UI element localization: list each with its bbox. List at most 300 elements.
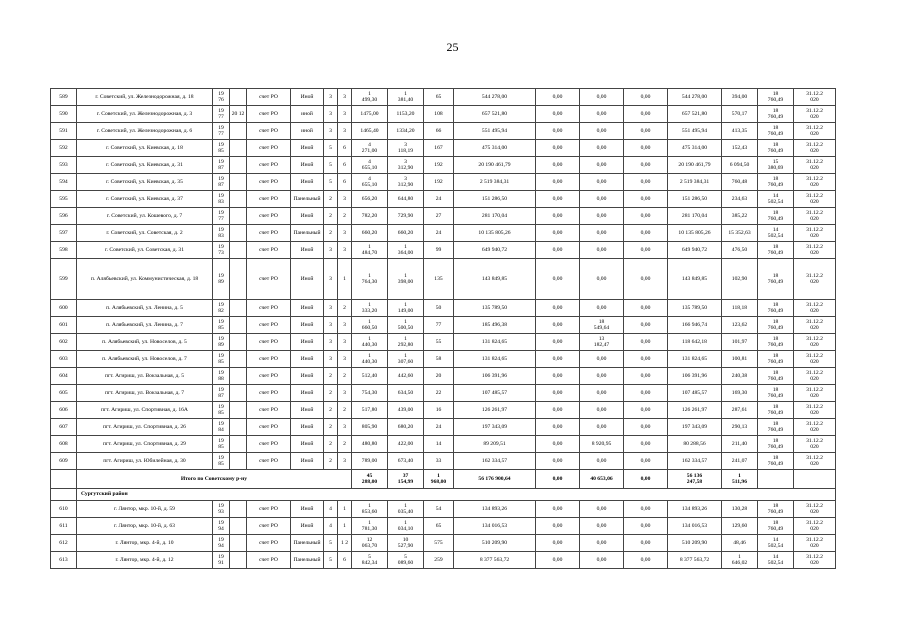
deadline	[794, 501, 836, 518]
residents-sum-line2: 968,00	[430, 479, 447, 485]
commission-year	[230, 368, 247, 385]
deadline-line2: 020	[810, 461, 819, 467]
fund-2-line1: 13	[598, 335, 605, 342]
total-area	[352, 242, 388, 259]
owners-funds: 281 170,04	[668, 208, 722, 225]
fund-3: 0,00	[624, 89, 668, 106]
deadline-line1: 31.12.2	[806, 536, 823, 543]
owners-funds: 135 789,50	[668, 300, 722, 317]
floors: 2	[324, 453, 338, 470]
cost-per-sqm: 102,90	[722, 259, 758, 300]
build-year	[213, 518, 230, 535]
deadline	[794, 259, 836, 300]
row-number: 595	[51, 191, 77, 208]
deadline-line2: 020	[810, 97, 819, 103]
limit-cost	[758, 436, 794, 453]
build-year	[213, 300, 230, 317]
total-cost: 151 286,50	[454, 191, 536, 208]
build-year-line1: 19	[218, 369, 224, 376]
total-area-line2: 333,20	[361, 308, 378, 314]
living-area	[388, 225, 424, 242]
deadline-line2: 020	[810, 165, 819, 171]
account-type: счет РО	[247, 259, 291, 300]
living-area-sum-line1: 37	[402, 472, 409, 479]
fund-2: 0,00	[580, 123, 624, 140]
row-number: 598	[51, 242, 77, 259]
limit-cost-line1: 18	[772, 301, 779, 308]
owners-funds: 197 343,09	[668, 419, 722, 436]
owners-funds: 551 495,94	[668, 123, 722, 140]
build-year-line2: 85	[218, 359, 224, 365]
floors: 2	[324, 191, 338, 208]
living-area	[388, 436, 424, 453]
total-area	[352, 535, 388, 552]
owners-funds: 8 377 563,72	[668, 552, 722, 569]
limit-cost-line1: 18	[772, 124, 779, 131]
cost-per-sqm: 385,22	[722, 208, 758, 225]
wall-material: Иной	[291, 300, 324, 317]
limit-cost	[758, 242, 794, 259]
deadline-line2: 020	[810, 444, 819, 450]
total-cost: 131 824,65	[454, 334, 536, 351]
fund-2-line2: 549,64	[593, 325, 610, 331]
page-number: 25	[446, 40, 459, 54]
build-year-line2: 93	[218, 509, 224, 515]
build-year	[213, 157, 230, 174]
limit-cost-line1: 18	[772, 502, 779, 509]
deadline	[794, 419, 836, 436]
limit-cost	[758, 402, 794, 419]
row-number: 606	[51, 402, 77, 419]
limit-cost-line1: 18	[772, 175, 779, 182]
fund-3: 0,00	[624, 334, 668, 351]
limit-cost-line2: 502,54	[767, 543, 784, 549]
build-year	[213, 402, 230, 419]
build-year-line1: 19	[218, 536, 224, 543]
living-area-line1: 673,40	[397, 457, 414, 464]
limit-cost-line1: 18	[772, 90, 779, 97]
fund-1: 0,00	[536, 174, 580, 191]
total-area-line2: 764,30	[361, 279, 378, 285]
fund-3: 0,00	[624, 351, 668, 368]
living-area	[388, 453, 424, 470]
build-year-line1: 19	[218, 454, 224, 461]
limit-cost-line1: 18	[772, 107, 779, 114]
total-area-line2: 781,30	[361, 526, 378, 532]
fund-2: 0,00	[580, 419, 624, 436]
total-area	[352, 106, 388, 123]
limit-cost	[758, 123, 794, 140]
table-row	[51, 191, 836, 208]
living-area-line1: 634,50	[397, 389, 414, 396]
living-area-line1: 1	[404, 90, 407, 97]
entrances: 3	[338, 242, 352, 259]
build-year-line2: 85	[218, 410, 224, 416]
limit-cost	[758, 317, 794, 334]
build-year-line1: 19	[218, 158, 224, 165]
limit-cost	[758, 259, 794, 300]
wall-material: Иной	[291, 518, 324, 535]
cost-per-sqm-sum-line1: 1	[738, 472, 741, 479]
table-row	[51, 89, 836, 106]
residents: 192	[424, 157, 454, 174]
total-area	[352, 334, 388, 351]
wall-material: Иной	[291, 208, 324, 225]
wall-material: Иной	[291, 385, 324, 402]
deadline-line2: 020	[810, 325, 819, 331]
entrances: 2	[338, 436, 352, 453]
residents: 58	[424, 351, 454, 368]
account-type: счет РО	[247, 402, 291, 419]
total-area	[352, 385, 388, 402]
total-area-sum-line1: 45	[366, 472, 373, 479]
total-cost: 2 519 384,31	[454, 174, 536, 191]
living-area-line1: 5	[404, 553, 407, 560]
limit-cost	[758, 106, 794, 123]
account-type: счет РО	[247, 208, 291, 225]
living-area-line2: 398,00	[397, 279, 414, 285]
total-area-line2: 655,10	[361, 165, 378, 171]
total-area	[352, 368, 388, 385]
living-area-line2: 034,10	[397, 526, 414, 532]
cost-per-sqm: 287,61	[722, 402, 758, 419]
total-cost: 281 170,04	[454, 208, 536, 225]
build-year-line1: 19	[218, 437, 224, 444]
wall-material: Иной	[291, 402, 324, 419]
limit-cost	[758, 535, 794, 552]
commission-year	[230, 259, 247, 300]
total-area-line2: 484,70	[361, 250, 378, 256]
deadline	[794, 174, 836, 191]
living-area-line1: 3	[404, 141, 407, 148]
deadline-line1: 31.12.2	[806, 272, 823, 279]
living-area-line1: 1	[404, 352, 407, 359]
floors: 4	[324, 518, 338, 535]
living-area-line2: 500,50	[397, 325, 414, 331]
deadline-line1: 31.12.2	[806, 124, 823, 131]
limit-cost-line1: 18	[772, 403, 779, 410]
account-type: счет РО	[247, 317, 291, 334]
fund-2: 0,00	[580, 518, 624, 535]
living-area	[388, 300, 424, 317]
address: пгт. Агириш, ул. Юбилейная, д. 30	[77, 453, 213, 470]
limit-cost	[758, 518, 794, 535]
total-area-line1: 789,00	[361, 457, 378, 464]
living-area-line1: 1	[404, 335, 407, 342]
address: г. Советский, ул. Кошевого, д. 7	[77, 208, 213, 225]
cost-per-sqm: 101,97	[722, 334, 758, 351]
total-area	[352, 300, 388, 317]
living-area	[388, 191, 424, 208]
fund-2: 0,00	[580, 140, 624, 157]
living-area-line2: 118,19	[397, 148, 414, 154]
build-year	[213, 208, 230, 225]
build-year-line2: 89	[218, 342, 224, 348]
cost-per-sqm-sum-line2: 511,96	[731, 479, 748, 485]
total-area-line2: 440,30	[361, 359, 378, 365]
cost-per-sqm-sum	[722, 470, 758, 489]
floors: 2	[324, 402, 338, 419]
total-cost: 8 377 563,72	[454, 552, 536, 569]
living-area-line2: 364,00	[397, 250, 414, 256]
limit-cost-line2: 760,49	[767, 410, 784, 416]
table-row	[51, 208, 836, 225]
total-area	[352, 419, 388, 436]
living-area-line1: 1	[404, 502, 407, 509]
fund-2	[580, 317, 624, 334]
fund-2: 8 920,95	[580, 436, 624, 453]
fund-3: 0,00	[624, 157, 668, 174]
fund-1: 0,00	[536, 385, 580, 402]
total-area	[352, 552, 388, 569]
fund-2	[580, 334, 624, 351]
deadline-line1: 31.12.2	[806, 454, 823, 461]
entrances: 2	[338, 402, 352, 419]
build-year-line2: 83	[218, 233, 224, 239]
build-year-line1: 19	[218, 352, 224, 359]
limit-cost-line2: 760,49	[767, 182, 784, 188]
fund-1: 0,00	[536, 453, 580, 470]
total-area-line1: 782,20	[361, 212, 378, 219]
floors: 5	[324, 140, 338, 157]
residents: 192	[424, 174, 454, 191]
entrances: 3	[338, 453, 352, 470]
owners-funds: 20 190 461,79	[668, 157, 722, 174]
wall-material: Иной	[291, 501, 324, 518]
build-year	[213, 535, 230, 552]
build-year-line2: 87	[218, 393, 224, 399]
commission-year	[230, 436, 247, 453]
living-area-line1: 680,20	[397, 423, 414, 430]
fund-3: 0,00	[624, 225, 668, 242]
entrances: 3	[338, 225, 352, 242]
commission-year	[230, 402, 247, 419]
total-area-line1: 12	[366, 536, 373, 543]
account-type: счет РО	[247, 501, 291, 518]
living-area-line1: 729,90	[397, 212, 414, 219]
floors: 3	[324, 351, 338, 368]
living-area	[388, 402, 424, 419]
deadline-line2: 020	[810, 427, 819, 433]
build-year-line2: 87	[218, 165, 224, 171]
fund-2: 0,00	[580, 402, 624, 419]
wall-material: иной	[291, 123, 324, 140]
build-year	[213, 385, 230, 402]
row-number: 599	[51, 259, 77, 300]
owners-funds: 657 521,80	[668, 106, 722, 123]
limit-cost-line1: 18	[772, 352, 779, 359]
deadline-line1: 31.12.2	[806, 90, 823, 97]
fund-2: 0,00	[580, 157, 624, 174]
account-type: счет РО	[247, 89, 291, 106]
address: г. Советский, ул. Киевская, д. 35	[77, 174, 213, 191]
fund-3: 0,00	[624, 300, 668, 317]
floors: 5	[324, 552, 338, 569]
total-cost: 649 940,72	[454, 242, 536, 259]
residents: 20	[424, 368, 454, 385]
limit-cost	[758, 300, 794, 317]
entrances: 1	[338, 259, 352, 300]
account-type: счет РО	[247, 518, 291, 535]
fund-1: 0,00	[536, 157, 580, 174]
entrances: 3	[338, 191, 352, 208]
row-number: 591	[51, 123, 77, 140]
account-type: счет РО	[247, 174, 291, 191]
limit-cost-line2: 760,49	[767, 279, 784, 285]
deadline-line1: 31.12.2	[806, 420, 823, 427]
entrances: 3	[338, 419, 352, 436]
build-year-line2: 85	[218, 461, 224, 467]
total-area	[352, 174, 388, 191]
entrances: 3	[338, 89, 352, 106]
table-row	[51, 368, 836, 385]
limit-cost-line1: 18	[772, 369, 779, 376]
total-cost: 197 343,09	[454, 419, 536, 436]
table-row	[51, 317, 836, 334]
row-number: 612	[51, 535, 77, 552]
table-row	[51, 402, 836, 419]
deadline-line2: 020	[810, 114, 819, 120]
entrances: 3	[338, 351, 352, 368]
living-area-line2: 307,60	[397, 359, 414, 365]
fund-1: 0,00	[536, 402, 580, 419]
build-year	[213, 351, 230, 368]
limit-cost-line2: 760,49	[767, 131, 784, 137]
fund-3: 0,00	[624, 368, 668, 385]
deadline-line2: 020	[810, 131, 819, 137]
living-area-line1: 1	[404, 243, 407, 250]
deadline-line1: 31.12.2	[806, 318, 823, 325]
limit-cost-line2: 760,49	[767, 359, 784, 365]
total-cost: 544 278,00	[454, 89, 536, 106]
build-year	[213, 552, 230, 569]
living-area	[388, 89, 424, 106]
commission-year	[230, 501, 247, 518]
living-area	[388, 552, 424, 569]
deadline	[794, 208, 836, 225]
entrances: 1 2	[338, 535, 352, 552]
living-area-line2: 312,90	[397, 182, 414, 188]
entrances: 3	[338, 106, 352, 123]
total-cost: 89 209,51	[454, 436, 536, 453]
living-area	[388, 535, 424, 552]
deadline-line1: 31.12.2	[806, 502, 823, 509]
build-year	[213, 174, 230, 191]
total-row	[51, 470, 836, 489]
floors: 3	[324, 300, 338, 317]
fund-1: 0,00	[536, 191, 580, 208]
table-row	[51, 552, 836, 569]
cost-per-sqm: 240,38	[722, 368, 758, 385]
living-area	[388, 123, 424, 140]
build-year-line2: 94	[218, 543, 224, 549]
limit-cost-line2: 760,49	[767, 461, 784, 467]
account-type: счет РО	[247, 453, 291, 470]
total-area-line2: 271,00	[361, 148, 378, 154]
total-cost: 106 391,96	[454, 368, 536, 385]
wall-material: Иной	[291, 436, 324, 453]
build-year-line2: 77	[218, 216, 224, 222]
total-area	[352, 157, 388, 174]
build-year	[213, 106, 230, 123]
fund-2: 0,00	[580, 300, 624, 317]
limit-cost-line1: 18	[772, 209, 779, 216]
address: пгт. Агириш, ул. Спортивная, д. 26	[77, 419, 213, 436]
owners-funds: 134 893,26	[668, 501, 722, 518]
fund-1: 0,00	[536, 351, 580, 368]
build-year	[213, 453, 230, 470]
residents: 24	[424, 191, 454, 208]
address: п. Алябьевский, ул. Новоселов, д. 5	[77, 334, 213, 351]
table-row	[51, 157, 836, 174]
living-area	[388, 368, 424, 385]
floors: 2	[324, 368, 338, 385]
living-area	[388, 259, 424, 300]
deadline	[794, 157, 836, 174]
fund-1: 0,00	[536, 242, 580, 259]
entrances: 2	[338, 208, 352, 225]
limit-cost	[758, 368, 794, 385]
residents: 27	[424, 208, 454, 225]
deadline-line1: 31.12.2	[806, 158, 823, 165]
fund-2-sum: 40 653,06	[580, 470, 624, 489]
build-year-line2: 84	[218, 427, 224, 433]
living-area-line2: 381,40	[397, 97, 414, 103]
living-area-line1: 422,00	[397, 440, 414, 447]
table-row	[51, 535, 836, 552]
living-area	[388, 106, 424, 123]
living-area-line1: 1	[404, 272, 407, 279]
row-number: 594	[51, 174, 77, 191]
row-number: 592	[51, 140, 77, 157]
commission-year	[230, 419, 247, 436]
account-type: счет РО	[247, 123, 291, 140]
owners-funds: 143 849,85	[668, 259, 722, 300]
deadline-line2: 020	[810, 216, 819, 222]
limit-cost-line1: 18	[772, 243, 779, 250]
total-area-line1: 5	[368, 553, 371, 560]
build-year-line1: 19	[218, 502, 224, 509]
deadline	[794, 242, 836, 259]
residents: 50	[424, 300, 454, 317]
fund-2: 0,00	[580, 453, 624, 470]
build-year-line1: 19	[218, 243, 224, 250]
limit-cost-line2: 502,54	[767, 233, 784, 239]
deadline-line1: 31.12.2	[806, 209, 823, 216]
entrances: 6	[338, 140, 352, 157]
limit-cost-line1: 14	[772, 536, 779, 543]
address: пгт. Агириш, ул. Спортивная, д. 16А	[77, 402, 213, 419]
limit-cost	[758, 385, 794, 402]
limit-cost-line1: 18	[772, 519, 779, 526]
build-year	[213, 225, 230, 242]
row-number: 601	[51, 317, 77, 334]
cost-per-sqm: 394,00	[722, 89, 758, 106]
total-area	[352, 259, 388, 300]
total-cost: 510 209,90	[454, 535, 536, 552]
total-area-sum-line2: 288,00	[361, 479, 378, 485]
living-area-line2: 312,90	[397, 165, 414, 171]
address: г. Лянтор, мкр. 4-й, д. 12	[77, 552, 213, 569]
deadline-blank	[794, 470, 836, 489]
account-type: счет РО	[247, 535, 291, 552]
floors: 5	[324, 157, 338, 174]
deadline-line2: 020	[810, 342, 819, 348]
total-area-line2: 063,70	[361, 543, 378, 549]
fund-1: 0,00	[536, 501, 580, 518]
total-cost: 143 849,85	[454, 259, 536, 300]
fund-3: 0,00	[624, 385, 668, 402]
